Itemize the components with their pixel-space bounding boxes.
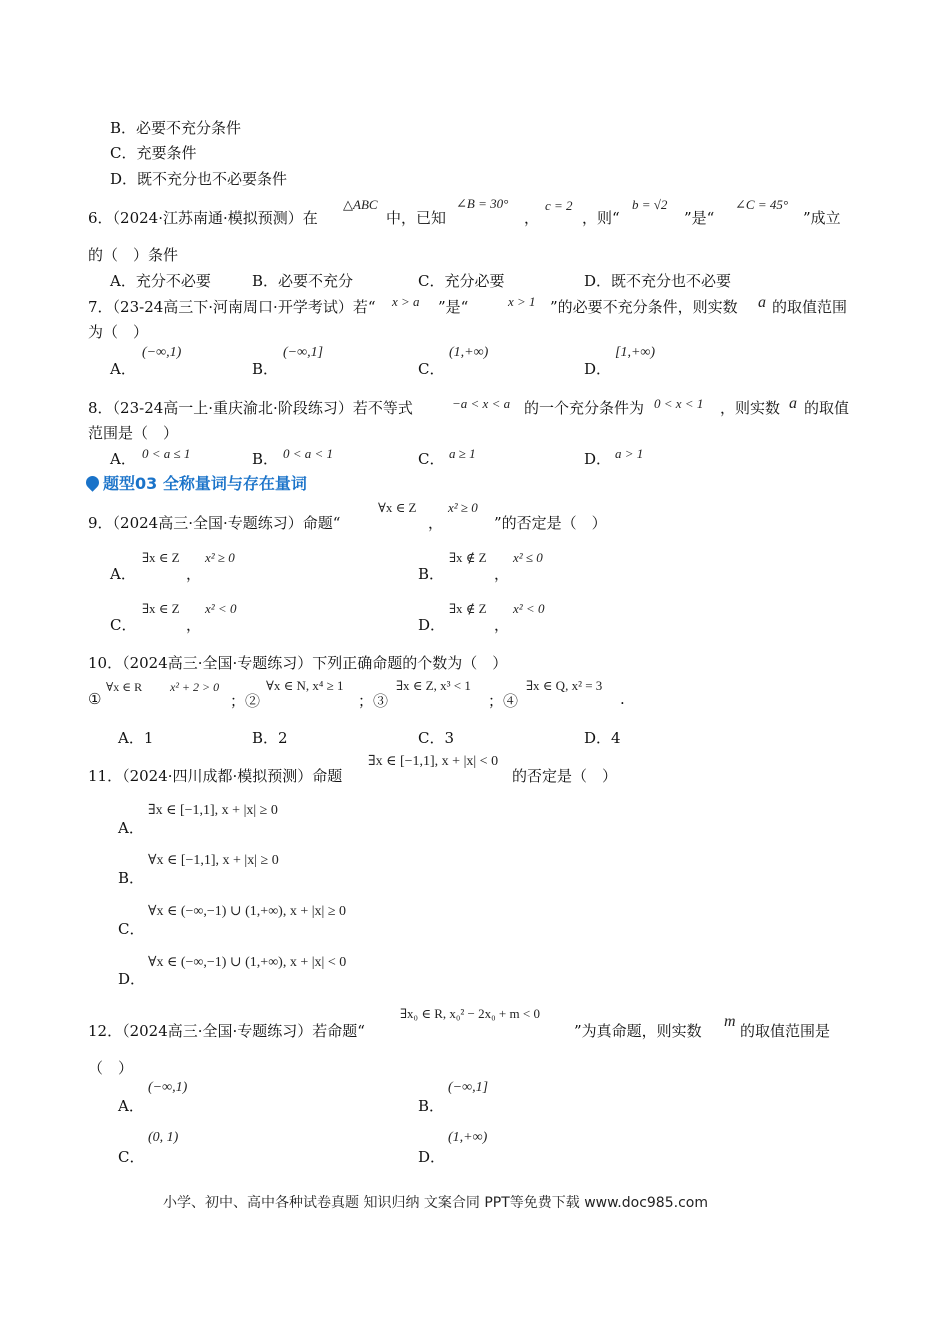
q10-prop-2: ∀x ∈ N, x⁴ ≥ 1 bbox=[266, 678, 344, 693]
q8-stem-5: 范围是（ ） bbox=[88, 424, 179, 442]
q10-prop-4: ∃x ∈ Q, x² = 3 bbox=[526, 678, 603, 693]
q9-option-a-math-1: ∃x ∈ Z bbox=[142, 550, 180, 565]
q9-option-d-math-1: ∃x ∉ Z bbox=[449, 601, 487, 616]
q12-stem-1: 12．（2024高三·全国·专题练习）若命题“ bbox=[88, 1022, 365, 1040]
q7-option-c-math: (1,+∞) bbox=[449, 345, 489, 360]
q7-label-d: D． bbox=[584, 360, 612, 378]
q9-option-b-comma: ， bbox=[494, 565, 510, 583]
q11-stem-1: 11．（2024·四川成都·模拟预测）命题 bbox=[88, 767, 343, 785]
q7-stem-3: ”的必要不充分条件，则实数 bbox=[550, 298, 738, 316]
q12-option-a-math: (−∞,1) bbox=[148, 1080, 188, 1095]
q6-option-a: A．充分不必要 bbox=[110, 272, 211, 290]
q6-stem-2: 中，已知 bbox=[386, 209, 447, 227]
q9-option-d-math-2: x² < 0 bbox=[513, 601, 545, 616]
q10-marker-4: ；④ bbox=[488, 692, 519, 710]
q11-option-d-math: ∀x ∈ (−∞,−1) ∪ (1,+∞), x + |x| < 0 bbox=[148, 955, 347, 970]
q9-option-a-math-2: x² ≥ 0 bbox=[205, 550, 235, 565]
q6-option-d: D．既不充分也不必要 bbox=[584, 272, 732, 290]
q12-math-prop: ∃x₀ ∈ R, x₀² − 2x₀ + m < 0 bbox=[400, 1006, 540, 1021]
q11-option-a-math: ∃x ∈ [−1,1], x + |x| ≥ 0 bbox=[148, 803, 278, 818]
q10-option-b: B．2 bbox=[252, 729, 288, 747]
q10-prop-1b: x² + 2 > 0 bbox=[170, 680, 220, 694]
q11-stem-2: 的否定是（ ） bbox=[512, 767, 618, 785]
q9-option-b-math-1: ∃x ∉ Z bbox=[449, 550, 487, 565]
q7-label-a: A． bbox=[110, 360, 136, 378]
q8-label-d: D． bbox=[584, 450, 612, 468]
q10-marker-2: ；② bbox=[230, 692, 261, 710]
q6-stem-1: 6．（2024·江苏南通·模拟预测）在 bbox=[88, 209, 318, 227]
q12-option-b-math: (−∞,1] bbox=[448, 1080, 489, 1095]
q7-label-b: B． bbox=[252, 360, 279, 378]
q7-math-xa: x > a bbox=[392, 294, 420, 309]
q6-option-c: C．充分必要 bbox=[418, 272, 505, 290]
q8-math-ineq: −a < x < a bbox=[452, 396, 511, 411]
q9-option-c-math-1: ∃x ∈ Z bbox=[142, 601, 180, 616]
q11-option-c-math: ∀x ∈ (−∞,−1) ∪ (1,+∞), x + |x| ≥ 0 bbox=[148, 904, 347, 919]
q11-label-a: A． bbox=[118, 819, 144, 837]
option-b-text: B．必要不充分条件 bbox=[110, 119, 242, 137]
q6-math-triangle: △ABC bbox=[343, 197, 378, 212]
q8-stem-3: ，则实数 bbox=[720, 399, 781, 417]
q6-stem-3: ， bbox=[524, 209, 540, 227]
q8-stem-2: 的一个充分条件为 bbox=[524, 399, 645, 417]
q12-stem-3: 的取值范围是 bbox=[740, 1022, 831, 1040]
option-c-text: C．充要条件 bbox=[110, 144, 197, 162]
section-heading-text: 题型03 全称量词与存在量词 bbox=[103, 474, 307, 493]
q8-stem-4: 的取值 bbox=[804, 399, 850, 417]
q10-prop-3: ∃x ∈ Z, x³ < 1 bbox=[396, 678, 471, 693]
q10-option-d: D．4 bbox=[584, 729, 621, 747]
option-d-text: D．既不充分也不必要条件 bbox=[110, 170, 288, 188]
q7-stem-5: 为（ ） bbox=[88, 323, 149, 341]
q10-end: . bbox=[620, 690, 625, 708]
q12-label-a: A． bbox=[118, 1097, 144, 1115]
q7-math-x1: x > 1 bbox=[508, 294, 536, 309]
q7-option-b-math: (−∞,1] bbox=[283, 345, 324, 360]
q12-option-c-math: (0, 1) bbox=[148, 1130, 179, 1145]
q9-stem-3: ”的否定是（ ） bbox=[494, 514, 607, 532]
q6-math-angle-c: ∠C = 45° bbox=[735, 197, 789, 212]
q8-option-a-math: 0 < a ≤ 1 bbox=[142, 446, 191, 461]
q10-marker-3: ；③ bbox=[358, 692, 389, 710]
q9-math-p1: ∀x ∈ Z bbox=[378, 500, 417, 515]
q11-label-b: B． bbox=[118, 869, 145, 887]
q6-stem-5: ”是“ bbox=[684, 209, 715, 227]
q9-label-d: D． bbox=[418, 616, 446, 634]
q6-option-b: B．必要不充分 bbox=[252, 272, 354, 290]
q8-label-c: C． bbox=[418, 450, 445, 468]
q12-label-c: C． bbox=[118, 1148, 145, 1166]
q7-label-c: C． bbox=[418, 360, 445, 378]
q12-stem-2: ”为真命题，则实数 bbox=[574, 1022, 702, 1040]
q6-math-angle-b: ∠B = 30° bbox=[456, 196, 509, 211]
q7-option-d-math: [1,+∞) bbox=[615, 345, 656, 360]
q7-math-a: a bbox=[758, 294, 766, 311]
q9-option-a-comma: ， bbox=[186, 565, 202, 583]
q8-label-a: A． bbox=[110, 450, 136, 468]
q6-stem-4: ，则“ bbox=[582, 209, 620, 227]
q8-math-a: a bbox=[789, 395, 797, 412]
q9-option-c-math-2: x² < 0 bbox=[205, 601, 237, 616]
q10-prop-1a: ∀x ∈ R bbox=[106, 680, 143, 694]
q10-option-a: A．1 bbox=[118, 729, 154, 747]
section-heading bbox=[86, 471, 307, 494]
q9-option-c-comma: ， bbox=[186, 616, 202, 634]
q6-stem-7: 的（ ）条件 bbox=[88, 246, 179, 264]
q12-stem-4: （ ） bbox=[88, 1059, 134, 1077]
q7-stem-2: ”是“ bbox=[438, 298, 469, 316]
q9-option-b-math-2: x² ≤ 0 bbox=[513, 550, 543, 565]
q12-label-d: D． bbox=[418, 1148, 446, 1166]
q8-option-b-math: 0 < a < 1 bbox=[283, 446, 334, 461]
page-footer: 小学、初中、高中各种试卷真题 知识归纳 文案合同 PPT等免费下载 www.doc985.com bbox=[163, 1195, 708, 1211]
q8-math-suff: 0 < x < 1 bbox=[654, 396, 704, 411]
q12-label-b: B． bbox=[418, 1097, 445, 1115]
q8-option-d-math: a > 1 bbox=[615, 446, 644, 461]
q9-option-d-comma: ， bbox=[494, 616, 510, 634]
q9-stem-2: ， bbox=[428, 514, 444, 532]
q7-stem-1: 7．（23-24高三下·河南周口·开学考试）若“ bbox=[88, 298, 376, 316]
q6-stem-6: ”成立 bbox=[803, 209, 841, 227]
q12-math-m: m bbox=[724, 1013, 736, 1030]
q9-label-b: B． bbox=[418, 565, 445, 583]
q9-math-p2: x² ≥ 0 bbox=[448, 500, 478, 515]
q7-option-a-math: (−∞,1) bbox=[142, 345, 182, 360]
location-pin-icon bbox=[83, 473, 101, 491]
q10-option-c: C．3 bbox=[418, 729, 455, 747]
q9-label-c: C． bbox=[110, 616, 137, 634]
q6-math-c: c = 2 bbox=[545, 198, 573, 213]
q9-label-a: A． bbox=[110, 565, 136, 583]
q8-label-b: B． bbox=[252, 450, 279, 468]
q12-option-d-math: (1,+∞) bbox=[448, 1130, 488, 1145]
q10-stem: 10．（2024高三·全国·专题练习）下列正确命题的个数为（ ） bbox=[88, 654, 508, 672]
q11-option-b-math: ∀x ∈ [−1,1], x + |x| ≥ 0 bbox=[148, 853, 279, 868]
q6-math-b: b = √2 bbox=[632, 197, 668, 212]
q9-stem-1: 9．（2024高三·全国·专题练习）命题“ bbox=[88, 514, 341, 532]
q7-stem-4: 的取值范围 bbox=[772, 298, 848, 316]
q8-option-c-math: a ≥ 1 bbox=[449, 446, 476, 461]
q11-label-d: D． bbox=[118, 970, 146, 988]
q8-stem-1: 8．（23-24高一上·重庆渝北·阶段练习）若不等式 bbox=[88, 399, 413, 417]
q10-marker-1: ① bbox=[88, 690, 102, 708]
q11-math-prop: ∃x ∈ [−1,1], x + |x| < 0 bbox=[368, 754, 499, 769]
q11-label-c: C． bbox=[118, 920, 145, 938]
